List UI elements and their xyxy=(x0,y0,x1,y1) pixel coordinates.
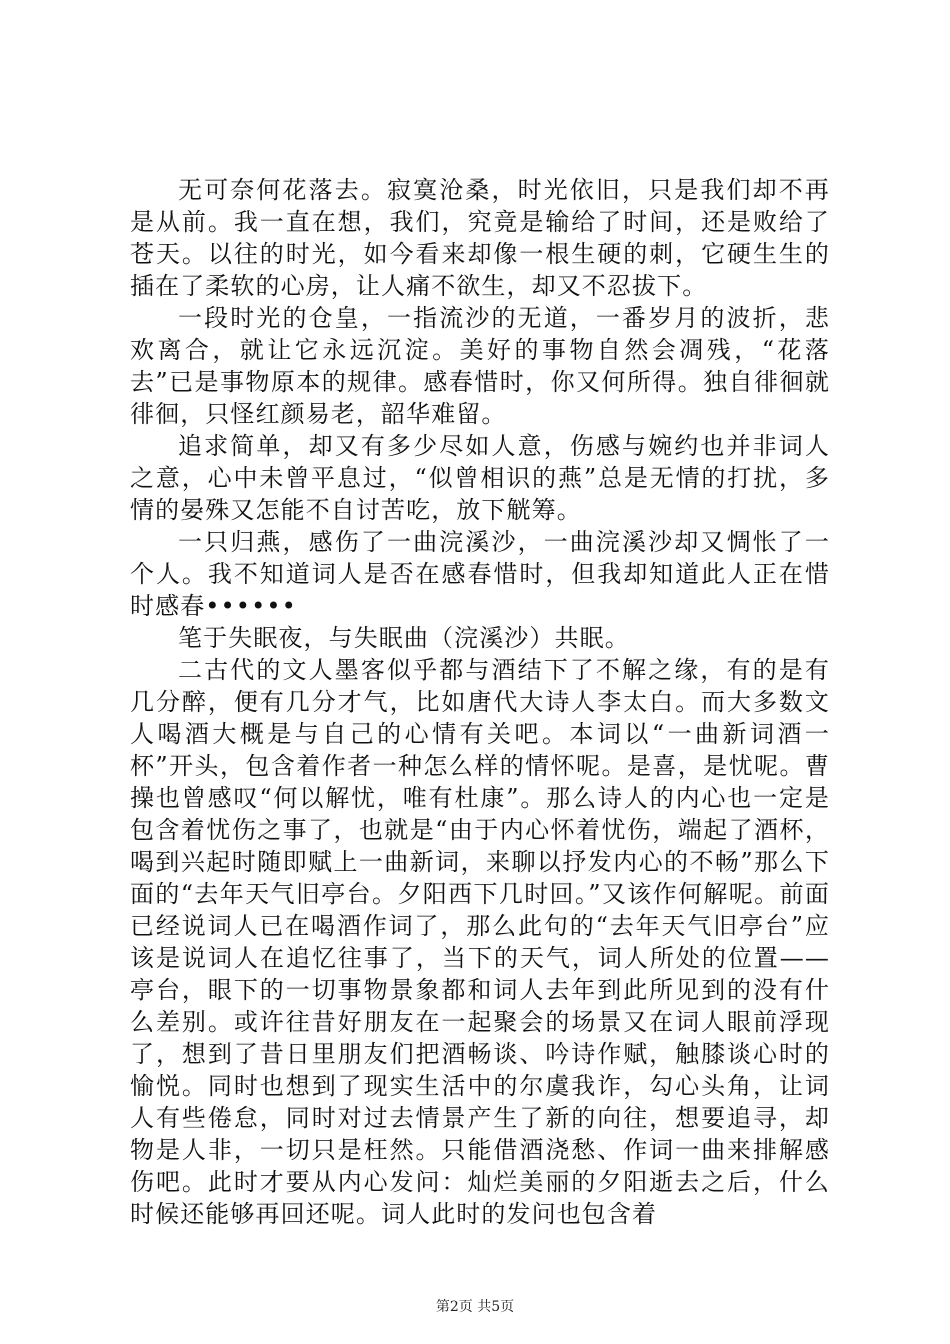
paragraph-3: 追求简单，却又有多少尽如人意，伤感与婉约也并非词人之意，心中未曾平息过，“似曾相识的燕”总是无情的打扰，多情的晏殊又怎能不自讨苦吃，放下觥筹。 xyxy=(130,432,830,524)
paragraph-1: 无可奈何花落去。寂寞沧桑，时光依旧，只是我们却不再是从前。我一直在想，我们，究竟是输给了时间，还是败给了苍天。以往的时光，如今看来却像一根生硬的刺，它硬生生的插在了柔软的心房，让人痛不欲生，却又不忍拔下。 xyxy=(130,176,830,300)
paragraph-2: 一段时光的仓皇，一指流沙的无道，一番岁月的波折，悲欢离合，就让它永远沉淀。美好的事物自然会凋残，“花落去”已是事物原本的规律。感春惜时，你又何所得。独自徘徊就徘徊，只怪红颜易老，韶华难留。 xyxy=(130,304,830,428)
document-body xyxy=(130,174,830,1230)
paragraph-5: 笔于失眠夜，与失眠曲（浣溪沙）共眠。 xyxy=(178,624,630,652)
page-number-footer: 第2页 共5页 xyxy=(435,1299,515,1315)
paragraph-6: 二古代的文人墨客似乎都与酒结下了不解之缘，有的是有几分醉，便有几分才气，比如唐代大诗人李太白。而大多数文人喝酒大概是与自己的心情有关吧。本词以“一曲新词酒一杯”开头，包含着作者一种怎么样的情怀呢。是喜，是忧呢。曹操也曾感叹“何以解忧，唯有杜康”。那么诗人的内心也一定是包含着忧伤之事了，也就是“由于内心怀着忧伤，端起了酒杯，喝到兴起时随即赋上一曲新词，来聊以抒发内心的不畅”那么下面的“去年天气旧亭台。夕阳西下几时回。”又该作何解呢。前面已经说词人已在喝酒作词了，那么此句的“去年天气旧亭台”应该是说词人在追忆往事了，当下的天气，词人所处的位置——亭台，眼下的一切事物景象都和词人去年到此所见到的没有什么差别。或许往昔好朋友在一起聚会的场景又在词人眼前浮现了，想到了昔日里朋友们把酒畅谈、吟诗作赋，触膝谈心时的愉悦。同时也想到了现实生活中的尔虞我诈，勾心头角，让词人有些倦怠，同时对过去情景产生了新的向往，想要追寻，却物是人非，一切只是枉然。只能借酒浇愁、作词一曲来排解感伤吧。此时才要从内心发问：灿烂美丽的夕阳逝去之后，什么时候还能够再回还呢。词人此时的发问也包含着 xyxy=(130,656,830,1228)
paragraph-4: 一只归燕，感伤了一曲浣溪沙，一曲浣溪沙却又惆怅了一个人。我不知道词人是否在感春惜时，但我却知道此人正在惜时感春•••••• xyxy=(130,528,830,620)
